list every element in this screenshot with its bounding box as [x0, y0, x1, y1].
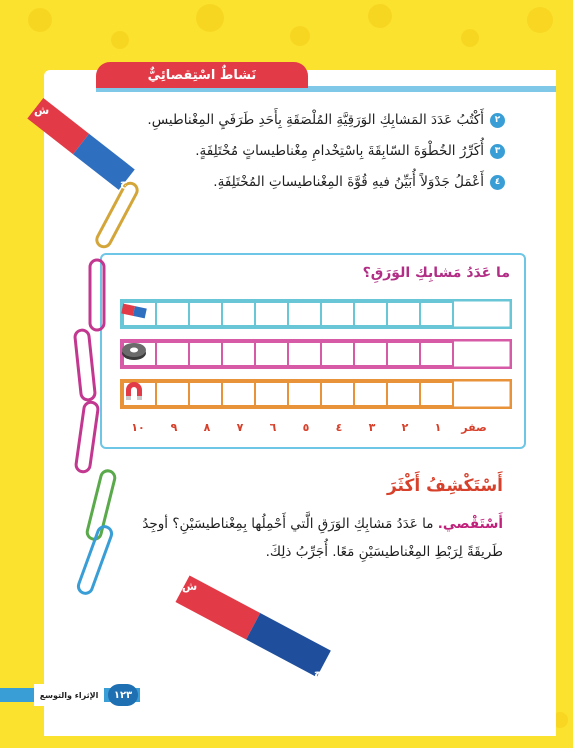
step-text: أُكَرِّرُ الخُطْوَةَ السّابِقَةَ بِاسْتِخْدامِ مِغْناطيساتٍ مُخْتَلِفَةٍ. — [195, 143, 484, 159]
south-pole-label: ج — [314, 666, 322, 679]
scale-label: ٦ — [269, 421, 277, 434]
tally-cell — [222, 342, 255, 366]
explore-paragraph — [123, 510, 503, 566]
tally-cell — [255, 342, 288, 366]
grid-cells — [120, 379, 512, 409]
footer-label: الإثراء والتوسع — [34, 684, 104, 706]
step-number: ٤ — [490, 175, 505, 190]
tally-cell — [354, 342, 387, 366]
tally-cell — [156, 302, 189, 326]
tally-cell — [321, 382, 354, 406]
tally-cell — [288, 342, 321, 366]
section-title-tab — [96, 62, 308, 88]
tally-cell — [288, 382, 321, 406]
tally-cell — [354, 302, 387, 326]
scale-label: ٤ — [335, 421, 343, 434]
tally-cell — [387, 342, 420, 366]
tally-cell — [189, 382, 222, 406]
north-pole-label: ش — [34, 104, 50, 117]
scale-label: ٣ — [368, 421, 376, 434]
tally-cell — [255, 302, 288, 326]
tally-cell — [321, 302, 354, 326]
scale-label: ١ — [434, 421, 442, 434]
tally-cell — [288, 302, 321, 326]
tally-cell — [156, 342, 189, 366]
table-row-ring-magnet — [120, 339, 512, 369]
step-text: أَكْتُبُ عَدَدَ المَشابِكِ الوَرَقِيَّةِ المُلْصَقَةِ بِأَحَدِ طَرَفَيِ المِغْناطيسِ. — [147, 112, 484, 128]
grid-cells — [120, 339, 512, 369]
tally-cell — [189, 302, 222, 326]
tally-cell — [189, 342, 222, 366]
step-number: ٣ — [490, 144, 505, 159]
paper-clip-chain — [70, 180, 150, 600]
tally-cell — [354, 382, 387, 406]
north-pole-label: ش — [182, 580, 198, 593]
tally-cell — [255, 382, 288, 406]
bar-magnet-illustration-top — [22, 96, 152, 206]
table-row-bar-magnet — [120, 299, 512, 329]
scale-label: ٧ — [236, 421, 244, 434]
scale-label: ١٠ — [131, 421, 145, 434]
scale-label: ٢ — [401, 421, 409, 434]
bar-magnet-illustration-bottom — [168, 570, 348, 690]
step-number: ٢ — [490, 113, 505, 128]
count-scale — [120, 421, 512, 437]
step-text: أَعْمَلُ جَدْوَلاً أُبَيِّنُ فيهِ قُوَّةَ المِغْناطيساتِ المُخْتَلِفَةِ. — [213, 174, 484, 190]
table-row-horseshoe-magnet — [120, 379, 512, 409]
tally-cell — [321, 342, 354, 366]
explore-more-heading: أَسْتَكْشِفُ أَكْثَرَ — [386, 476, 503, 496]
tally-cell — [222, 382, 255, 406]
tally-cell — [156, 382, 189, 406]
tally-cell — [387, 382, 420, 406]
grid-cells — [120, 299, 512, 329]
scale-label: ٨ — [203, 421, 211, 434]
tally-table-card — [100, 253, 526, 449]
scale-label: ٥ — [302, 421, 310, 434]
table-title: ما عَدَدُ مَشابِكِ الوَرَقِ؟ — [362, 265, 510, 281]
tally-cell — [387, 302, 420, 326]
south-pole-label: ج — [120, 176, 128, 189]
investigate-label: أَسْتَقْصي. — [437, 516, 503, 532]
section-title: نَشاطٌ اسْتِقصائِيٌّ — [147, 67, 257, 83]
scale-label: صفر — [461, 421, 487, 434]
tally-cell — [420, 342, 453, 366]
tally-cell — [420, 302, 453, 326]
tally-cell — [420, 382, 453, 406]
scale-label: ٩ — [170, 421, 178, 434]
page-number: ١٢٣ — [108, 684, 138, 706]
tally-cell — [222, 302, 255, 326]
explore-body: ما عَدَدُ مَشابِكِ الوَرَقِ الَّتي أَحْمِلُها بِمِغْناطيسَيْنِ؟ أوجِدُ طَريقَةً لِرَبْطِ المِغْناطيسَيْنِ مَعًا. أُجَرِّبُ ذلِكَ. — [142, 516, 503, 560]
